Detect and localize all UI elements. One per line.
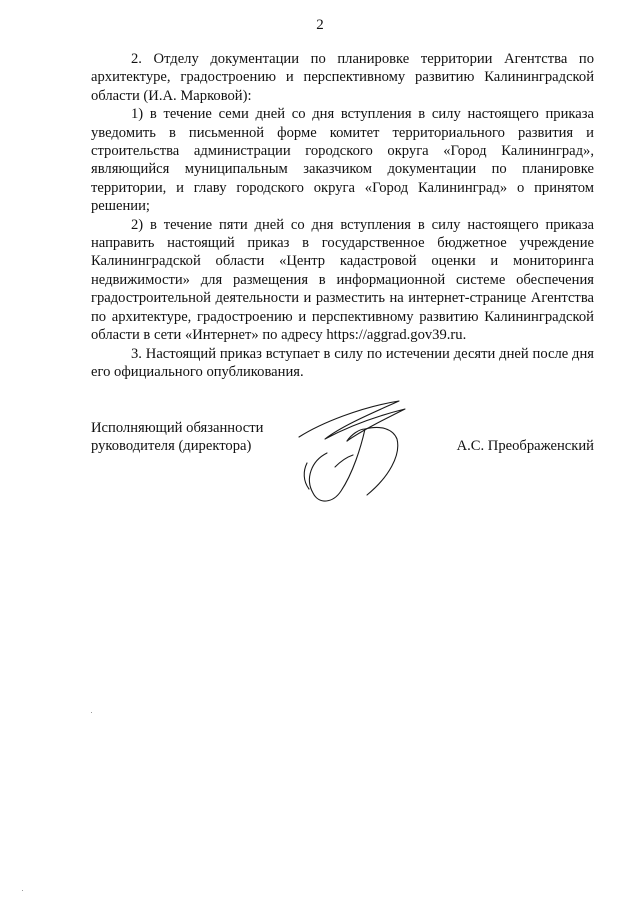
signer-title-line-1: Исполняющий обязанности [91, 420, 264, 436]
signer-name: А.С. Преображенский [456, 438, 594, 454]
paragraph-subitem-1: 1) в течение семи дней со дня вступления в силу настоящего приказа уведомить в письменной форме комитет территориального развития и строительства администрации городского округа «Город Калининград», являющийся муниципальным заказчиком документации по планировке территории, и главу городского округа «Город Калининград» о принятом решении; [91, 106, 594, 215]
signer-title [91, 419, 291, 456]
paragraph-subitem-2: 2) в течение пяти дней со дня вступления в силу настоящего приказа направить настоящий приказ в государственное бюджетное учреждение Калининградской области «Центр кадастровой оценки и мониторинга недвижимости» для размещения в информационной системе обеспечения градостроительной деятельности и разместить на интернет-странице Агентства по архитектуре, градостроению и перспективному развитию Калининградской области в сети «Интернет» по адресу https://aggrad.gov39.ru. [91, 216, 594, 344]
scan-speck [22, 890, 23, 891]
page-number: 2 [316, 17, 324, 33]
paragraph-item-2: 2. Отделу документации по планировке территории Агентства по архитектуре, градостроению и перспективному развитию Калининградской области (И.А. Марковой): [91, 51, 594, 104]
scan-speck [91, 712, 92, 713]
document-body [91, 50, 594, 381]
signer-title-line-2: руководителя (директора) [91, 438, 252, 455]
paragraph-item-3: 3. Настоящий приказ вступает в силу по истечении десяти дней после дня его официального опубликования. [91, 345, 594, 380]
handwritten-signature [281, 395, 431, 515]
signature-block [91, 419, 594, 529]
